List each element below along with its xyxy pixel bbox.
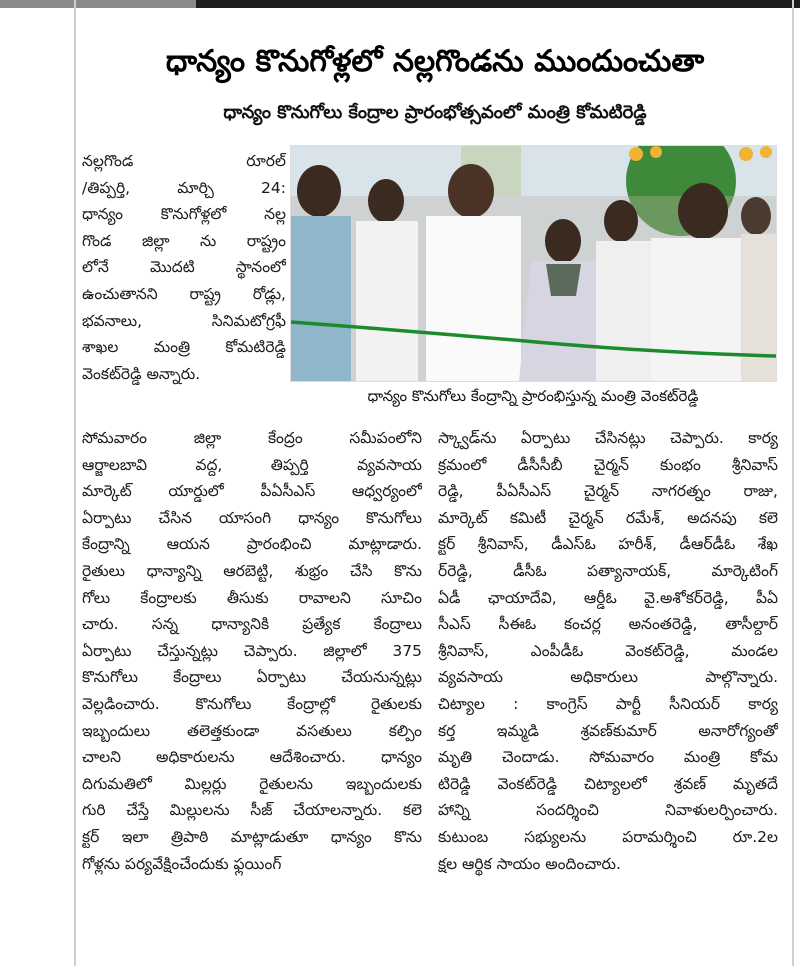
text-line: వెల్లడించారు. కొనుగోలు కేంద్రాల్లో రైతులకు — [82, 694, 422, 713]
text-line: ఉంచుతానని రాష్ట్ర రోడ్లు, — [82, 284, 286, 303]
text-line: సోమవారం జిల్లా కేంద్రం సమీపంలోని — [82, 429, 422, 447]
text-line: కేంద్రాన్ని ఆయన ప్రారంభించి మాట్లాడారు. — [82, 535, 422, 554]
body-column-left — [82, 425, 422, 877]
text-line: క్రమంలో డీసీసీబీ చైర్మన్ కుంభం శ్రీనివాస్ — [438, 455, 778, 474]
text-line: మార్కెట్ కమిటీ చైర్మన్ రమేశ్, అదనపు కలె — [438, 508, 778, 527]
text-line: కొనుగోలు కేంద్రాలు ఏర్పాటు చేయనున్నట్లు — [82, 668, 422, 687]
text-line: గోలు కేంద్రాలకు తీసుకు రావాలని సూచిం — [82, 588, 422, 607]
photo-flower — [739, 147, 753, 161]
top-rule-dark — [196, 0, 800, 8]
news-photo — [290, 145, 777, 382]
text-line: చారు. సన్న ధాన్యానికి ప్రత్యేక కేంద్రాలు — [82, 615, 422, 634]
text-line: కుటుంబ సభ్యులను పరామర్శించి రూ.2ల — [438, 827, 778, 846]
text-line: కర్త ఇమ్మడి శ్రవణ్‌కుమార్ అనారోగ్యంతో — [438, 721, 778, 740]
headline: ధాన్యం కొనుగోళ్లలో నల్లగొండను ముందుంచుతా — [165, 44, 705, 79]
text-line: సీఎస్ సీఈఓ కంచర్ల అనంతరెడ్డి, తాసీల్దార్ — [438, 615, 778, 634]
text-line: వెంకట్‌రెడ్డి అన్నారు. — [82, 364, 201, 383]
text-line: వ్యవసాయ అధికారులు పాల్గొన్నారు. — [438, 668, 778, 687]
text-line: నల్లగొండ రూరల్ — [82, 152, 286, 170]
text-line: శాఖల మంత్రి కోమటిరెడ్డి — [82, 338, 286, 357]
text-line: మృతి చెందాడు. సోమవారం మంత్రి కోమ — [438, 748, 778, 767]
text-line: రైతులు ధాన్యాన్ని ఆరబెట్టి, శుభ్రం చేసి కొను — [82, 561, 422, 580]
text-line: శ్రీనివాస్, ఎంపీడీఓ వెంకట్‌రెడ్డి, మండల — [438, 641, 778, 660]
text-line: గోళ్లను పర్యవేక్షించేందుకు ఫ్లయింగ్ — [82, 854, 282, 873]
text-line: క్టర్ శ్రీనివాస్, డీఎస్‌ఓ హరీశ్, డీఆర్‌డీఓ శేఖ — [438, 535, 778, 554]
text-line: క్టర్ ఇలా త్రిపాఠి మాట్లాడుతూ ధాన్యం కొను — [82, 827, 422, 846]
text-line: ఏడీ ఛాయాదేవి, ఆర్డీఓ వై.అశోకర్‌రెడ్డి, పీఏ — [438, 588, 778, 607]
body-column-left-top — [82, 148, 286, 387]
text-line: దిగుమతిలో మిల్లర్లు రైతులను ఇబ్బందులకు — [82, 774, 422, 793]
text-line: క్షల ఆర్థిక సాయం అందించారు. — [438, 854, 621, 873]
text-line: రెడ్డి, పీఏసీఎస్ చైర్మన్ నాగరత్నం రాజు, — [438, 482, 778, 501]
text-line: ర్‌రెడ్డి, డీసీఓ పత్యానాయక్, మార్కెటింగ్ — [438, 561, 778, 580]
text-line: /తిప్పర్తి, మార్చి 24: — [82, 178, 286, 197]
photo-flower — [650, 146, 662, 158]
text-line: చిట్యాల : కాంగ్రెస్ పార్టీ సీనియర్ కార్య — [438, 694, 778, 713]
text-line: ఏర్పాటు చేస్తున్నట్లు చెప్పారు. జిల్లాలో 375 — [82, 641, 422, 660]
text-line: గురి చేస్తే మిల్లులను సీజ్ చేయాలన్నారు. కలె — [82, 801, 422, 820]
photo-illustration — [291, 146, 776, 381]
page-edge-left — [74, 0, 76, 966]
top-rule-gray — [0, 0, 196, 8]
text-line: ఏర్పాటు చేసిన యాసంగి ధాన్యం కొనుగోలు — [82, 508, 422, 527]
text-line: భవనాలు, సినిమటోగ్రఫీ — [82, 311, 286, 330]
body-column-right — [438, 425, 778, 877]
text-line: హాన్ని సందర్శించి నివాళులర్పించారు. — [438, 801, 778, 820]
text-line: ఇబ్బందులు తలెత్తకుండా వసతులు కల్పిం — [82, 721, 422, 740]
photo-flower — [760, 146, 772, 158]
photo-caption: ధాన్యం కొనుగోలు కేంద్రాన్ని ప్రారంభిస్తున్న మంత్రి వెంకట్‌రెడ్డి — [367, 387, 699, 405]
page-edge-right — [792, 0, 794, 966]
photo-flower — [629, 147, 643, 161]
text-line: చాలని అధికారులను ఆదేశించారు. ధాన్యం — [82, 748, 422, 767]
text-line: మార్కెట్ యార్డులో పీఏసీఎస్ ఆధ్వర్యంలో — [82, 482, 422, 501]
text-line: టిరెడ్డి వెంకట్‌రెడ్డి చిట్యాలలో శ్రవణ్ మృతదే — [438, 774, 778, 793]
subheadline: ధాన్యం కొనుగోలు కేంద్రాల ప్రారంభోత్సవంలో మంత్రి కోమటిరెడ్డి — [223, 102, 647, 123]
text-line: స్క్వాడ్‌ను ఏర్పాటు చేసినట్లు చెప్పారు. కార్య — [438, 429, 778, 447]
text-line: లోనే మొదటి స్థానంలో — [82, 258, 286, 277]
text-line: ధాన్యం కొనుగోళ్లలో నల్ల — [82, 205, 286, 224]
text-line: గొండ జిల్లా ను రాష్ట్రం — [82, 231, 286, 250]
text-line: ఆర్జాలబావి వద్ద, తిప్పర్తి వ్యవసాయ — [82, 455, 422, 474]
